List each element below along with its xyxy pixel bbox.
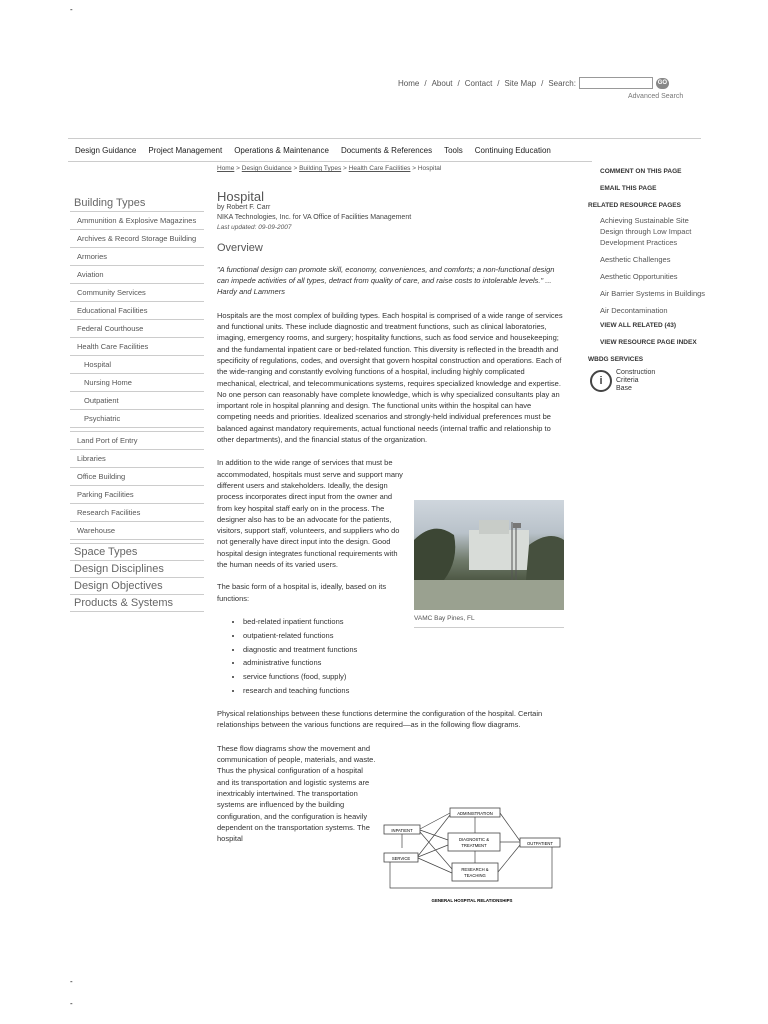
ccb-logo-icon: i (590, 370, 612, 392)
about-link[interactable]: About (431, 78, 453, 88)
sidebar-heading[interactable]: Space Types (70, 544, 204, 561)
comment-link[interactable]: COMMENT ON THIS PAGE (600, 168, 682, 175)
sidebar-subitem-hospital[interactable]: Hospital (70, 356, 204, 374)
sidebar-heading[interactable]: Design Objectives (70, 578, 204, 595)
diagram-outpatient: OUTPATIENT (527, 841, 553, 846)
photo-caption: VAMC Bay Pines, FL (414, 613, 564, 628)
view-index-link[interactable]: VIEW RESOURCE PAGE INDEX (600, 339, 697, 346)
services-heading: WBDG SERVICES (588, 356, 644, 363)
search-go-button[interactable]: GO (656, 78, 669, 89)
sidebar-heading[interactable]: Products & Systems (70, 595, 204, 612)
nav-tools[interactable]: Tools (444, 146, 463, 155)
sidebar (70, 195, 204, 612)
diagram-administration: ADMINISTRATION (457, 811, 493, 816)
sidebar-subitem[interactable]: Nursing Home (70, 374, 204, 392)
separator: > (291, 165, 300, 172)
separator: / (541, 78, 544, 88)
last-updated: Last updated: 09-09-2007 (217, 223, 292, 231)
related-link[interactable]: Achieving Sustainable Site Design through Low Impact Development Practices (600, 216, 692, 247)
sidebar-item[interactable]: Research Facilities (70, 504, 204, 522)
breadcrumb-building-types[interactable]: Building Types (299, 165, 342, 172)
sidebar-item[interactable]: Warehouse (70, 522, 204, 540)
paragraph: These flow diagrams show the movement and communication of people, materials, and waste. Thus the physical configuration of a hospital and its transportation and logistic systems are inextricably intertwined. The transportation systems are influenced by the building configuration, and the configuration is heavily dependent on the transportation systems. The hospital (217, 743, 376, 844)
ccb-line: Construction (616, 369, 656, 376)
diagram-caption: GENERAL HOSPITAL RELATIONSHIPS (431, 898, 513, 903)
sidebar-item[interactable]: Archives & Record Storage Building (70, 230, 204, 248)
nav-project-management[interactable]: Project Management (148, 146, 223, 155)
breadcrumb-current: Hospital (417, 165, 442, 172)
related-link[interactable]: Aesthetic Opportunities (600, 272, 678, 281)
edge-mark: - (70, 5, 73, 14)
list-item: • bed-related inpatient functions (243, 616, 563, 627)
hospital-photo (414, 500, 564, 610)
nav-documents-references[interactable]: Documents & References (340, 146, 433, 155)
separator: > (234, 165, 242, 172)
separator: / (497, 78, 500, 88)
breadcrumb-health-care[interactable]: Health Care Facilities (348, 165, 411, 172)
sidebar-item[interactable]: Health Care Facilities (70, 338, 204, 356)
nav-operations-maintenance[interactable]: Operations & Maintenance (234, 146, 329, 155)
right-column (588, 168, 708, 393)
breadcrumb (217, 163, 563, 174)
divider (68, 138, 701, 139)
diagram-teaching: TEACHING (464, 873, 486, 878)
author: by Robert F. Carr (217, 203, 271, 211)
separator: > (410, 165, 418, 172)
list-item: • administrative functions (243, 657, 563, 668)
paragraph: Physical relationships between these functions determine the configuration of the hospital. Certain relationships between the various functions are required—as in the following flow diagrams. (217, 709, 543, 730)
page-title: Hospital (217, 189, 264, 205)
edge-mark: - (70, 977, 73, 986)
sidebar-item[interactable]: Office Building (70, 468, 204, 486)
diagram-service: SERVICE (391, 856, 411, 861)
sidebar-subitem[interactable]: Psychiatric (70, 410, 204, 428)
section-heading-overview: Overview (217, 241, 263, 254)
separator: / (424, 78, 427, 88)
related-link[interactable]: Aesthetic Challenges (600, 255, 671, 264)
sidebar-item[interactable]: Parking Facilities (70, 486, 204, 504)
related-link[interactable]: Air Barrier Systems in Buildings (600, 289, 706, 298)
diagram-research: RESEARCH & (461, 867, 489, 872)
search-input[interactable] (579, 77, 653, 89)
ccb-label (616, 369, 655, 393)
diagram-diagnostic: DIAGNOSTIC & (458, 837, 490, 842)
list-item: • research and teaching functions (243, 685, 563, 696)
diagram-inpatient: INPATIENT (391, 828, 413, 833)
utility-nav (398, 77, 669, 89)
sidebar-item[interactable]: Armories (70, 248, 204, 266)
main-nav (75, 146, 563, 155)
sidebar-heading-building-types[interactable]: Building Types (70, 195, 204, 212)
separator: / (457, 78, 460, 88)
ccb-link[interactable] (588, 369, 708, 393)
email-link[interactable]: EMAIL THIS PAGE (600, 185, 657, 192)
sidebar-item[interactable]: Educational Facilities (70, 302, 204, 320)
nav-design-guidance[interactable]: Design Guidance (75, 146, 137, 155)
article (217, 163, 563, 903)
divider (68, 161, 592, 162)
edge-mark: - (70, 999, 73, 1008)
separator: > (341, 165, 349, 172)
paragraph: In addition to the wide range of services that must be accommodated, hospitals must serve and support many different users and stakeholders. Ideally, the design process incorporates direct input from the owner and from key hospital staff early on in the process. The designer also has to be an advocate for the patients, visitors, support staff, volunteers, and suppliers who do not generally have direct input into the design. Good hospital design integrates functional requirements with the human needs of its varied users. (217, 458, 403, 570)
nav-continuing-education[interactable]: Continuing Education (474, 146, 551, 155)
sidebar-subitem[interactable]: Outpatient (70, 392, 204, 410)
ccb-line: Criteria (616, 377, 639, 384)
sidebar-item[interactable]: Land Port of Entry (70, 432, 204, 450)
search-label: Search: (548, 78, 576, 88)
home-link[interactable]: Home (398, 78, 420, 88)
related-heading: RELATED RESOURCE PAGES (588, 202, 681, 209)
contact-link[interactable]: Contact (464, 78, 493, 88)
sidebar-item[interactable]: Aviation (70, 266, 204, 284)
organization: NIKA Technologies, Inc. for VA Office of Facilities Management (217, 213, 412, 221)
list-item: • diagnostic and treatment functions (243, 644, 563, 655)
sidebar-heading[interactable]: Design Disciplines (70, 561, 204, 578)
paragraph: Hospitals are the most complex of building types. Each hospital is comprised of a wide range of services and functional units. These include diagnostic and treatment functions, such as clinical laboratories, imaging, emergency rooms, and surgery; hospitality functions, such as food service and housekeeping; and the fundamental inpatient care or bed-related function. This diversity is reflected in the breadth and specificity of regulations, codes, and oversight that govern hospital construction and operations. Each of the wide-ranging and constantly evolving functions of a hospital, including highly complicated mechanical, electrical, and telecommunications systems, requires specialized knowledge and expertise. No one person can reasonably have complete knowledge, which is why specialized consultants play an important role in hospital planning and design. The functional units within the hospital can have competing needs and priorities. Idealized scenarios and strongly-held individual preferences must be balanced against mandatory requirements, actual functional needs (internal traffic and relationship to other departments), and the financial status of the organization. (217, 310, 563, 445)
diagram-treatment: TREATMENT (461, 843, 487, 848)
photo-figure (414, 500, 564, 628)
list-item: • outpatient-related functions (243, 630, 563, 641)
breadcrumb-home[interactable]: Home (217, 165, 235, 172)
sidebar-item[interactable]: Community Services (70, 284, 204, 302)
breadcrumb-design-guidance[interactable]: Design Guidance (241, 165, 292, 172)
ccb-line: Base (616, 385, 632, 392)
sidebar-item[interactable]: Libraries (70, 450, 204, 468)
advanced-search-link[interactable]: Advanced Search (628, 93, 684, 100)
sitemap-link[interactable]: Site Map (504, 78, 537, 88)
related-link[interactable]: Air Decontamination (600, 306, 668, 315)
paragraph: The basic form of a hospital is, ideally, based on its functions: (217, 582, 387, 603)
sidebar-item[interactable]: Ammunition & Explosive Magazines (70, 212, 204, 230)
quote: "A functional design can promote skill, economy, conveniences, and comforts; a non-functional design can impede activities of all types, detract from quality of care, and raise costs to intolerable levels." ... Hardy and Lammers (217, 264, 555, 297)
view-all-related-link[interactable]: VIEW ALL RELATED (43) (600, 322, 677, 329)
hospital-relationships-diagram (382, 803, 562, 913)
sidebar-item[interactable]: Federal Courthouse (70, 320, 204, 338)
list-item: • service functions (food, supply) (243, 671, 563, 682)
